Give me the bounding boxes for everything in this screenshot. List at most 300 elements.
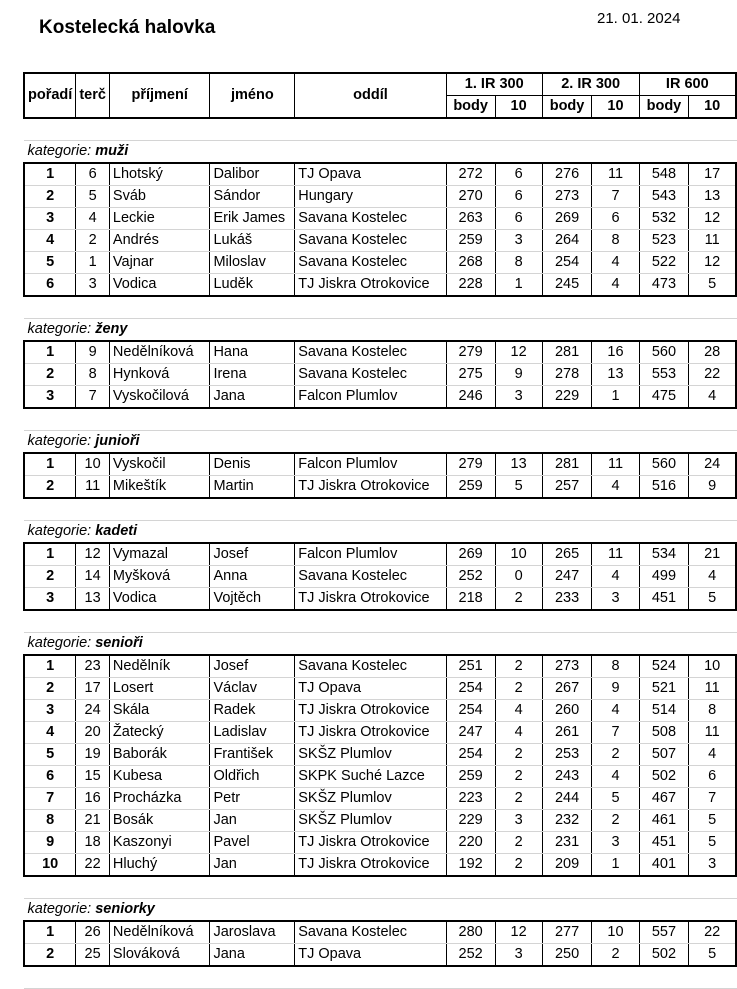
empty-cell [495, 118, 542, 141]
cell-name: Josef [210, 543, 295, 566]
cell-total-tens: 11 [689, 678, 736, 700]
cell-round1-tens: 2 [495, 854, 542, 877]
cell-round2-tens: 9 [592, 678, 639, 700]
cell-name: Radek [210, 700, 295, 722]
cell-name: Oldřich [210, 766, 295, 788]
cell-name: Dalibor [210, 163, 295, 186]
cell-total-points: 451 [639, 588, 689, 611]
cell-club: Savana Kostelec [295, 230, 447, 252]
cell-round2-points: 254 [542, 252, 592, 274]
empty-cell [542, 966, 592, 989]
category-row [24, 521, 736, 544]
cell-club: Hungary [295, 186, 447, 208]
cell-target: 23 [76, 655, 110, 678]
table-row [24, 588, 736, 611]
cell-target: 13 [76, 588, 110, 611]
table-row [24, 252, 736, 274]
cell-club: TJ Opava [295, 944, 447, 967]
empty-cell [109, 876, 210, 899]
empty-cell [495, 431, 542, 454]
cell-total-tens: 3 [689, 854, 736, 877]
empty-cell [542, 431, 592, 454]
table-row [24, 854, 736, 877]
cell-place: 5 [24, 252, 76, 274]
empty-cell [446, 610, 495, 633]
cell-target: 19 [76, 744, 110, 766]
cell-target: 6 [76, 163, 110, 186]
cell-round2-points: 257 [542, 476, 592, 499]
empty-cell [76, 118, 110, 141]
cell-surname: Hynková [109, 364, 210, 386]
cell-round2-points: 244 [542, 788, 592, 810]
cell-name: Vojtěch [210, 588, 295, 611]
cell-total-tens: 17 [689, 163, 736, 186]
empty-cell [592, 498, 639, 521]
cell-round2-tens: 11 [592, 163, 639, 186]
empty-cell [542, 141, 592, 164]
cell-surname: Vodica [109, 274, 210, 297]
cell-round2-tens: 5 [592, 788, 639, 810]
cell-place: 1 [24, 453, 76, 476]
empty-cell [495, 899, 542, 922]
cell-name: Lukáš [210, 230, 295, 252]
empty-cell [639, 408, 689, 431]
cell-round1-tens: 5 [495, 476, 542, 499]
empty-cell [295, 966, 447, 989]
cell-round2-points: 273 [542, 186, 592, 208]
cell-total-points: 451 [639, 832, 689, 854]
empty-cell [639, 633, 689, 656]
spacer-row [24, 118, 736, 141]
header-total-tens: 10 [689, 96, 736, 119]
cell-surname: Sváb [109, 186, 210, 208]
header-round2-tens: 10 [592, 96, 639, 119]
cell-total-tens: 10 [689, 655, 736, 678]
cell-total-points: 475 [639, 386, 689, 409]
cell-target: 7 [76, 386, 110, 409]
empty-cell [592, 876, 639, 899]
cell-total-points: 516 [639, 476, 689, 499]
category-name: junioři [95, 433, 140, 449]
cell-club: Savana Kostelec [295, 921, 447, 944]
cell-round1-tens: 3 [495, 386, 542, 409]
empty-cell [210, 296, 295, 319]
cell-total-tens: 11 [689, 230, 736, 252]
cell-round1-points: 252 [446, 944, 495, 967]
cell-round2-tens: 3 [592, 588, 639, 611]
cell-round2-points: 264 [542, 230, 592, 252]
empty-cell [210, 966, 295, 989]
cell-total-tens: 5 [689, 274, 736, 297]
empty-cell [446, 633, 495, 656]
empty-cell [446, 431, 495, 454]
cell-target: 2 [76, 230, 110, 252]
category-label [24, 899, 446, 922]
cell-name: Jana [210, 944, 295, 967]
cell-target: 18 [76, 832, 110, 854]
cell-total-points: 467 [639, 788, 689, 810]
cell-round1-points: 280 [446, 921, 495, 944]
cell-total-points: 507 [639, 744, 689, 766]
cell-round2-points: 261 [542, 722, 592, 744]
header-name: jméno [210, 73, 295, 118]
empty-cell [495, 633, 542, 656]
category-label [24, 633, 446, 656]
empty-cell [495, 521, 542, 544]
category-row [24, 319, 736, 342]
empty-cell [542, 521, 592, 544]
table-row [24, 700, 736, 722]
cell-round2-points: 281 [542, 453, 592, 476]
empty-cell [210, 118, 295, 141]
table-row [24, 476, 736, 499]
empty-cell [446, 521, 495, 544]
cell-surname: Myšková [109, 566, 210, 588]
cell-round2-tens: 6 [592, 208, 639, 230]
cell-place: 2 [24, 364, 76, 386]
table-row [24, 208, 736, 230]
cell-place: 2 [24, 566, 76, 588]
header-club: oddíl [295, 73, 447, 118]
header-round2: 2. IR 300 [542, 73, 639, 96]
empty-cell [446, 966, 495, 989]
cell-target: 5 [76, 186, 110, 208]
cell-round2-points: 253 [542, 744, 592, 766]
cell-total-tens: 4 [689, 566, 736, 588]
cell-surname: Skála [109, 700, 210, 722]
cell-surname: Hluchý [109, 854, 210, 877]
category-name: seniorky [95, 901, 155, 917]
cell-round1-points: 254 [446, 700, 495, 722]
page-title: Kostelecká halovka [39, 17, 216, 38]
table-row [24, 810, 736, 832]
cell-club: TJ Jiskra Otrokovice [295, 722, 447, 744]
empty-cell [446, 296, 495, 319]
cell-surname: Vyskočil [109, 453, 210, 476]
cell-round2-tens: 4 [592, 700, 639, 722]
cell-target: 10 [76, 453, 110, 476]
empty-cell [542, 118, 592, 141]
cell-total-tens: 22 [689, 921, 736, 944]
cell-name: Jan [210, 854, 295, 877]
cell-total-tens: 11 [689, 722, 736, 744]
cell-total-tens: 8 [689, 700, 736, 722]
cell-round1-tens: 1 [495, 274, 542, 297]
table-row [24, 744, 736, 766]
spacer-row [24, 966, 736, 989]
cell-target: 22 [76, 854, 110, 877]
cell-round1-points: 254 [446, 678, 495, 700]
empty-cell [592, 966, 639, 989]
cell-round1-points: 220 [446, 832, 495, 854]
event-date: 21. 01. 2024 [597, 10, 681, 27]
cell-target: 4 [76, 208, 110, 230]
empty-cell [24, 876, 76, 899]
cell-total-points: 523 [639, 230, 689, 252]
cell-round1-points: 259 [446, 230, 495, 252]
cell-place: 3 [24, 700, 76, 722]
cell-round2-points: 277 [542, 921, 592, 944]
header-total-points: body [639, 96, 689, 119]
category-prefix: kategorie: [27, 635, 92, 651]
cell-total-points: 508 [639, 722, 689, 744]
empty-cell [689, 118, 736, 141]
table-row [24, 566, 736, 588]
cell-round1-tens: 2 [495, 788, 542, 810]
cell-total-tens: 13 [689, 186, 736, 208]
cell-surname: Nedělník [109, 655, 210, 678]
cell-target: 1 [76, 252, 110, 274]
cell-total-points: 557 [639, 921, 689, 944]
cell-round2-tens: 11 [592, 453, 639, 476]
spacer-row [24, 610, 736, 633]
cell-round2-points: 269 [542, 208, 592, 230]
table-row [24, 186, 736, 208]
empty-cell [109, 966, 210, 989]
cell-total-tens: 4 [689, 386, 736, 409]
empty-cell [542, 899, 592, 922]
cell-round1-tens: 12 [495, 341, 542, 364]
empty-cell [689, 633, 736, 656]
empty-cell [639, 610, 689, 633]
cell-target: 16 [76, 788, 110, 810]
cell-round2-tens: 2 [592, 944, 639, 967]
cell-surname: Losert [109, 678, 210, 700]
cell-total-tens: 5 [689, 832, 736, 854]
cell-surname: Vodica [109, 588, 210, 611]
header-round1: 1. IR 300 [446, 73, 542, 96]
empty-cell [24, 498, 76, 521]
cell-place: 1 [24, 163, 76, 186]
cell-target: 8 [76, 364, 110, 386]
cell-name: Václav [210, 678, 295, 700]
cell-target: 20 [76, 722, 110, 744]
cell-total-points: 560 [639, 453, 689, 476]
empty-cell [689, 899, 736, 922]
cell-round2-tens: 4 [592, 766, 639, 788]
empty-cell [24, 408, 76, 431]
cell-target: 3 [76, 274, 110, 297]
cell-club: Savana Kostelec [295, 655, 447, 678]
cell-round1-points: 246 [446, 386, 495, 409]
cell-round2-tens: 13 [592, 364, 639, 386]
category-name: ženy [95, 321, 128, 337]
empty-cell [76, 876, 110, 899]
empty-cell [210, 498, 295, 521]
empty-cell [210, 610, 295, 633]
cell-name: Miloslav [210, 252, 295, 274]
cell-round1-points: 279 [446, 341, 495, 364]
cell-total-tens: 5 [689, 588, 736, 611]
empty-cell [639, 431, 689, 454]
cell-club: Savana Kostelec [295, 208, 447, 230]
cell-round1-points: 218 [446, 588, 495, 611]
cell-round2-tens: 2 [592, 810, 639, 832]
cell-club: Savana Kostelec [295, 252, 447, 274]
cell-total-tens: 12 [689, 252, 736, 274]
cell-name: Pavel [210, 832, 295, 854]
cell-round2-tens: 3 [592, 832, 639, 854]
category-prefix: kategorie: [27, 523, 92, 539]
cell-round1-points: 251 [446, 655, 495, 678]
empty-cell [295, 296, 447, 319]
empty-cell [495, 319, 542, 342]
category-name: muži [95, 143, 129, 159]
cell-round2-points: 265 [542, 543, 592, 566]
cell-club: Savana Kostelec [295, 341, 447, 364]
empty-cell [446, 408, 495, 431]
spacer-row [24, 876, 736, 899]
cell-total-points: 560 [639, 341, 689, 364]
cell-round1-points: 259 [446, 476, 495, 499]
cell-round2-tens: 8 [592, 230, 639, 252]
cell-place: 5 [24, 744, 76, 766]
cell-round1-points: 223 [446, 788, 495, 810]
cell-round2-tens: 4 [592, 476, 639, 499]
table-row [24, 274, 736, 297]
cell-name: Denis [210, 453, 295, 476]
cell-total-tens: 7 [689, 788, 736, 810]
cell-target: 11 [76, 476, 110, 499]
empty-cell [639, 296, 689, 319]
cell-round1-points: 247 [446, 722, 495, 744]
cell-target: 9 [76, 341, 110, 364]
cell-club: SKPK Suché Lazce [295, 766, 447, 788]
cell-round2-points: 232 [542, 810, 592, 832]
cell-total-tens: 9 [689, 476, 736, 499]
cell-surname: Baborák [109, 744, 210, 766]
cell-round1-tens: 2 [495, 832, 542, 854]
table-row [24, 543, 736, 566]
cell-total-points: 502 [639, 944, 689, 967]
empty-cell [592, 118, 639, 141]
cell-name: František [210, 744, 295, 766]
empty-cell [495, 408, 542, 431]
cell-round2-tens: 4 [592, 274, 639, 297]
table-row [24, 722, 736, 744]
cell-place: 4 [24, 230, 76, 252]
cell-total-tens: 28 [689, 341, 736, 364]
category-prefix: kategorie: [27, 433, 92, 449]
cell-club: Falcon Plumlov [295, 453, 447, 476]
cell-round2-tens: 16 [592, 341, 639, 364]
cell-total-points: 553 [639, 364, 689, 386]
cell-surname: Procházka [109, 788, 210, 810]
cell-round2-points: 281 [542, 341, 592, 364]
empty-cell [592, 141, 639, 164]
cell-round1-tens: 13 [495, 453, 542, 476]
cell-club: TJ Opava [295, 678, 447, 700]
empty-cell [592, 319, 639, 342]
cell-club: Savana Kostelec [295, 364, 447, 386]
cell-round1-points: 263 [446, 208, 495, 230]
empty-cell [689, 141, 736, 164]
cell-club: Savana Kostelec [295, 566, 447, 588]
cell-place: 8 [24, 810, 76, 832]
table-row [24, 163, 736, 186]
cell-total-points: 524 [639, 655, 689, 678]
empty-cell [446, 899, 495, 922]
cell-round2-tens: 7 [592, 186, 639, 208]
cell-round1-points: 275 [446, 364, 495, 386]
cell-surname: Andrés [109, 230, 210, 252]
cell-round2-points: 229 [542, 386, 592, 409]
cell-target: 21 [76, 810, 110, 832]
cell-place: 1 [24, 543, 76, 566]
empty-cell [446, 498, 495, 521]
cell-name: Ladislav [210, 722, 295, 744]
cell-total-points: 522 [639, 252, 689, 274]
empty-cell [76, 966, 110, 989]
cell-name: Petr [210, 788, 295, 810]
cell-target: 14 [76, 566, 110, 588]
cell-name: Irena [210, 364, 295, 386]
cell-total-points: 401 [639, 854, 689, 877]
header-round2-points: body [542, 96, 592, 119]
header-round1-tens: 10 [495, 96, 542, 119]
cell-round2-points: 243 [542, 766, 592, 788]
cell-place: 9 [24, 832, 76, 854]
cell-target: 25 [76, 944, 110, 967]
results-table [23, 72, 737, 989]
empty-cell [639, 876, 689, 899]
cell-round1-tens: 3 [495, 230, 542, 252]
cell-round2-tens: 1 [592, 854, 639, 877]
cell-total-points: 532 [639, 208, 689, 230]
cell-club: TJ Jiskra Otrokovice [295, 854, 447, 877]
cell-round1-points: 254 [446, 744, 495, 766]
empty-cell [689, 610, 736, 633]
empty-cell [592, 296, 639, 319]
cell-round1-points: 270 [446, 186, 495, 208]
category-label [24, 431, 446, 454]
empty-cell [109, 610, 210, 633]
empty-cell [495, 966, 542, 989]
table-body [24, 118, 736, 989]
cell-total-tens: 22 [689, 364, 736, 386]
empty-cell [542, 408, 592, 431]
cell-round2-tens: 1 [592, 386, 639, 409]
table-row [24, 453, 736, 476]
cell-round1-tens: 6 [495, 208, 542, 230]
table-row [24, 832, 736, 854]
cell-round1-tens: 6 [495, 186, 542, 208]
cell-place: 6 [24, 274, 76, 297]
cell-surname: Leckie [109, 208, 210, 230]
cell-name: Anna [210, 566, 295, 588]
empty-cell [592, 431, 639, 454]
cell-club: TJ Jiskra Otrokovice [295, 588, 447, 611]
cell-round2-points: 209 [542, 854, 592, 877]
empty-cell [295, 876, 447, 899]
category-label [24, 141, 446, 164]
empty-cell [495, 610, 542, 633]
cell-round1-tens: 4 [495, 700, 542, 722]
header-surname: příjmení [109, 73, 210, 118]
empty-cell [495, 296, 542, 319]
cell-place: 10 [24, 854, 76, 877]
category-prefix: kategorie: [27, 143, 92, 159]
cell-round1-tens: 2 [495, 766, 542, 788]
empty-cell [446, 141, 495, 164]
empty-cell [542, 610, 592, 633]
cell-round1-tens: 2 [495, 678, 542, 700]
empty-cell [542, 633, 592, 656]
table-row [24, 364, 736, 386]
cell-round1-tens: 6 [495, 163, 542, 186]
cell-round2-tens: 7 [592, 722, 639, 744]
cell-total-points: 502 [639, 766, 689, 788]
